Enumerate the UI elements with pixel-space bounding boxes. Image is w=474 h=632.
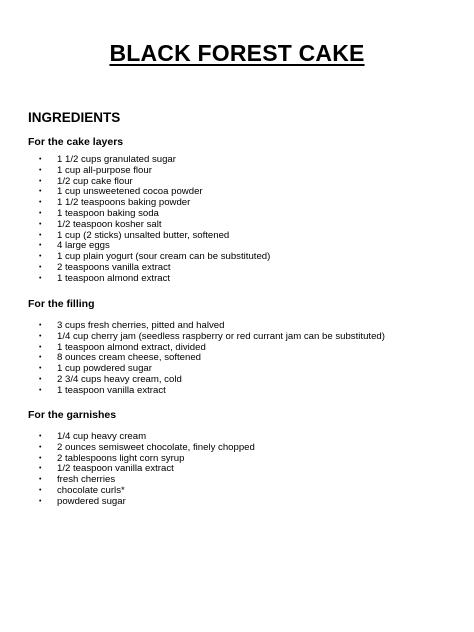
filling-list — [28, 321, 458, 397]
ingredient-text: 1/2 cup cake flour — [57, 175, 133, 187]
bullet-icon: • — [39, 332, 42, 340]
ingredient-text: 1/2 teaspoon kosher salt — [57, 218, 162, 230]
bullet-icon: • — [39, 220, 42, 228]
ingredient-text: 3 cups fresh cherries, pitted and halved — [57, 320, 225, 331]
bullet-icon: • — [39, 354, 42, 362]
ingredient-text: 1 cup all-purpose flour — [57, 164, 152, 176]
ingredient-text: 1 teaspoon baking soda — [57, 207, 159, 219]
ingredient-text: 2 teaspoons vanilla extract — [57, 261, 171, 273]
ingredient-text: 1 1/2 teaspoons baking powder — [57, 197, 191, 209]
ingredient-text: 1 cup (2 sticks) unsalted butter, softened — [57, 229, 230, 241]
filling-heading: For the filling — [28, 298, 95, 310]
bullet-icon: • — [39, 231, 42, 239]
ingredient-text: 4 large eggs — [57, 240, 110, 252]
ingredient-text: 1 1/2 cups granulated sugar — [57, 154, 176, 165]
ingredients-heading: INGREDIENTS — [28, 110, 121, 125]
ingredient-text: 1/2 teaspoon vanilla extract — [57, 463, 174, 475]
bullet-icon: • — [39, 386, 42, 394]
bullet-icon: • — [39, 322, 42, 329]
bullet-icon: • — [39, 188, 42, 196]
bullet-icon: • — [39, 253, 42, 261]
ingredient-text: 1 cup powdered sugar — [57, 363, 152, 375]
ingredient-text: 1 teaspoon almond extract, divided — [57, 341, 206, 353]
ingredient-text: 1 cup plain yogurt (sour cream can be substituted) — [57, 251, 271, 263]
ingredient-text: 1 teaspoon vanilla extract — [57, 384, 166, 396]
bullet-icon: • — [39, 375, 42, 383]
ingredient-text: 2 ounces semisweet chocolate, finely chopped — [57, 441, 255, 453]
ingredient-item — [28, 497, 458, 508]
bullet-icon: • — [39, 199, 42, 207]
bullet-icon: • — [39, 242, 42, 250]
ingredient-text: fresh cherries — [57, 474, 116, 486]
ingredient-text: chocolate curls* — [57, 484, 125, 496]
ingredient-text: 1/4 cup heavy cream — [57, 431, 147, 442]
ingredient-text: powdered sugar — [57, 495, 126, 507]
ingredient-text: 8 ounces cream cheese, softened — [57, 352, 201, 364]
cake-layers-heading: For the cake layers — [28, 136, 124, 148]
bullet-icon: • — [39, 476, 42, 484]
ingredient-item — [28, 386, 458, 397]
bullet-icon: • — [39, 365, 42, 373]
ingredient-text: 1 cup unsweetened cocoa powder — [57, 186, 203, 198]
garnishes-list — [28, 432, 458, 508]
bullet-icon: • — [39, 263, 42, 271]
cake-layers-list — [28, 155, 458, 285]
ingredient-text: 1 teaspoon almond extract — [57, 272, 171, 284]
ingredient-item — [28, 274, 458, 285]
bullet-icon: • — [39, 465, 42, 473]
bullet-icon: • — [39, 166, 42, 174]
bullet-icon: • — [39, 497, 42, 505]
bullet-icon: • — [39, 486, 42, 494]
garnishes-heading: For the garnishes — [28, 409, 117, 421]
bullet-icon: • — [39, 433, 42, 440]
ingredient-text: 2 tablespoons light corn syrup — [57, 452, 185, 464]
ingredient-text: 2 3/4 cups heavy cream, cold — [57, 373, 182, 385]
page-title: BLACK FOREST CAKE — [109, 40, 365, 66]
bullet-icon: • — [39, 156, 42, 163]
bullet-icon: • — [39, 454, 42, 462]
bullet-icon: • — [39, 177, 42, 185]
bullet-icon: • — [39, 443, 42, 451]
bullet-icon: • — [39, 343, 42, 351]
ingredient-text: 1/4 cup cherry jam (seedless raspberry or red currant jam can be substituted) — [57, 330, 385, 342]
bullet-icon: • — [39, 209, 42, 217]
bullet-icon: • — [39, 274, 42, 282]
